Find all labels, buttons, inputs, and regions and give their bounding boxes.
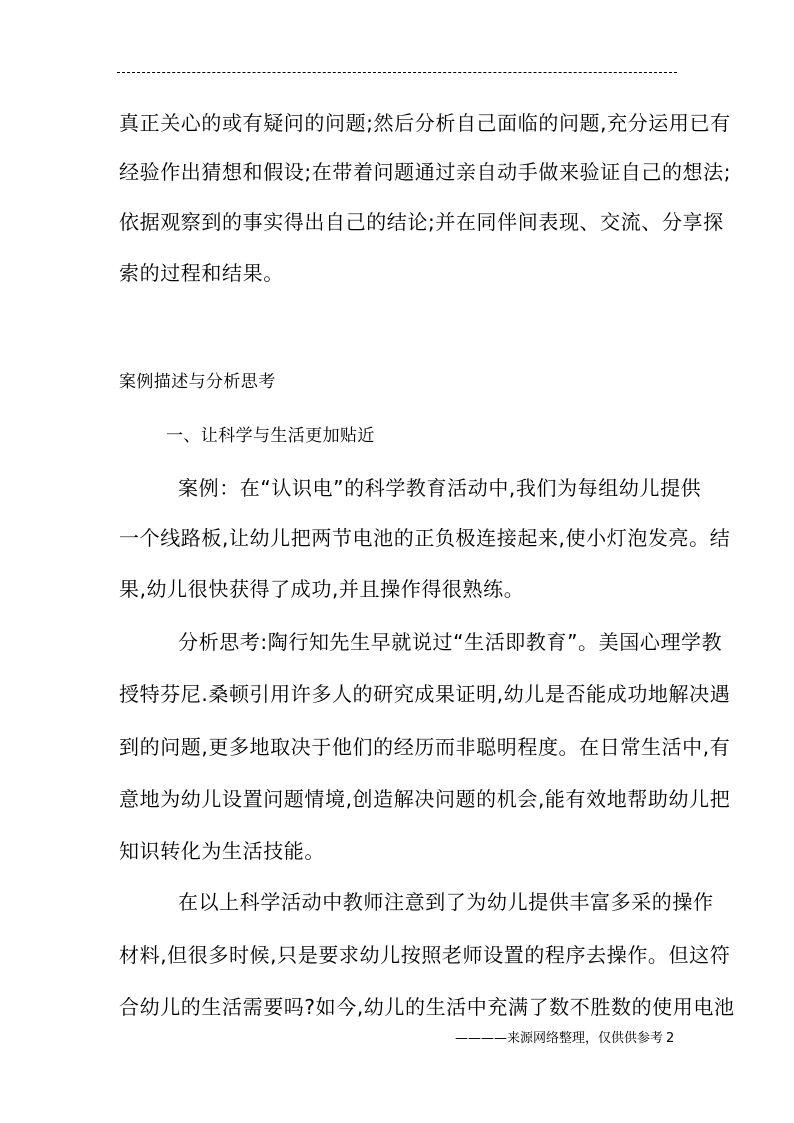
paragraph-1-line-1: 真正关心的或有疑问的问题;然后分析自己面临的问题,充分运用已有 [119, 111, 731, 135]
page-number: 2 [666, 1031, 675, 1046]
reflection-paragraph-line-1: 在以上科学活动中教师注意到了为幼儿提供丰富多采的操作 [178, 890, 714, 914]
case-paragraph-line-2: 一个线路板,让幼儿把两节电池的正负极连接起来,使小灯泡发亮。结 [119, 526, 731, 550]
footer-source-note: ————来源网络整理，仅供供参考 [455, 1031, 664, 1046]
case-paragraph-line-3: 果,幼儿很快获得了成功,并且操作得很熟练。 [119, 577, 525, 601]
paragraph-1-line-2: 经验作出猜想和假设;在带着问题通过亲自动手做来验证自己的想法; [119, 160, 732, 184]
header-dashed-rule [117, 72, 677, 73]
analysis-paragraph-line-5: 知识转化为生活技能。 [119, 839, 325, 863]
section-heading: 案例描述与分析思考 [119, 372, 276, 392]
case-paragraph-line-1: 案例：在“认识电”的科学教育活动中,我们为每组幼儿提供 [178, 476, 702, 500]
analysis-paragraph-line-4: 意地为幼儿设置问题情境,创造解决问题的机会,能有效地帮助幼儿把 [119, 787, 731, 811]
reflection-paragraph-line-2: 材料,但很多时候,只是要求幼儿按照老师设置的程序去操作。但这符 [119, 943, 731, 967]
paragraph-1-line-3: 依据观察到的事实得出自己的结论;并在同伴间表现、交流、分享探 [119, 210, 724, 234]
subheading-1: 一、让科学与生活更加贴近 [166, 426, 375, 446]
analysis-paragraph-line-1: 分析思考:陶行知先生早就说过“生活即教育”。美国心理学教 [178, 630, 723, 654]
analysis-paragraph-line-3: 到的问题,更多地取决于他们的经历而非聪明程度。在日常生活中,有 [119, 735, 731, 759]
paragraph-1-line-4: 索的过程和结果。 [119, 261, 284, 285]
analysis-paragraph-line-2: 授特芬尼.桑顿引用许多人的研究成果证明,幼儿是否能成功地解决遇 [119, 682, 731, 706]
reflection-paragraph-line-3: 合幼儿的生活需要吗?如今,幼儿的生活中充满了数不胜数的使用电池 [119, 995, 735, 1019]
